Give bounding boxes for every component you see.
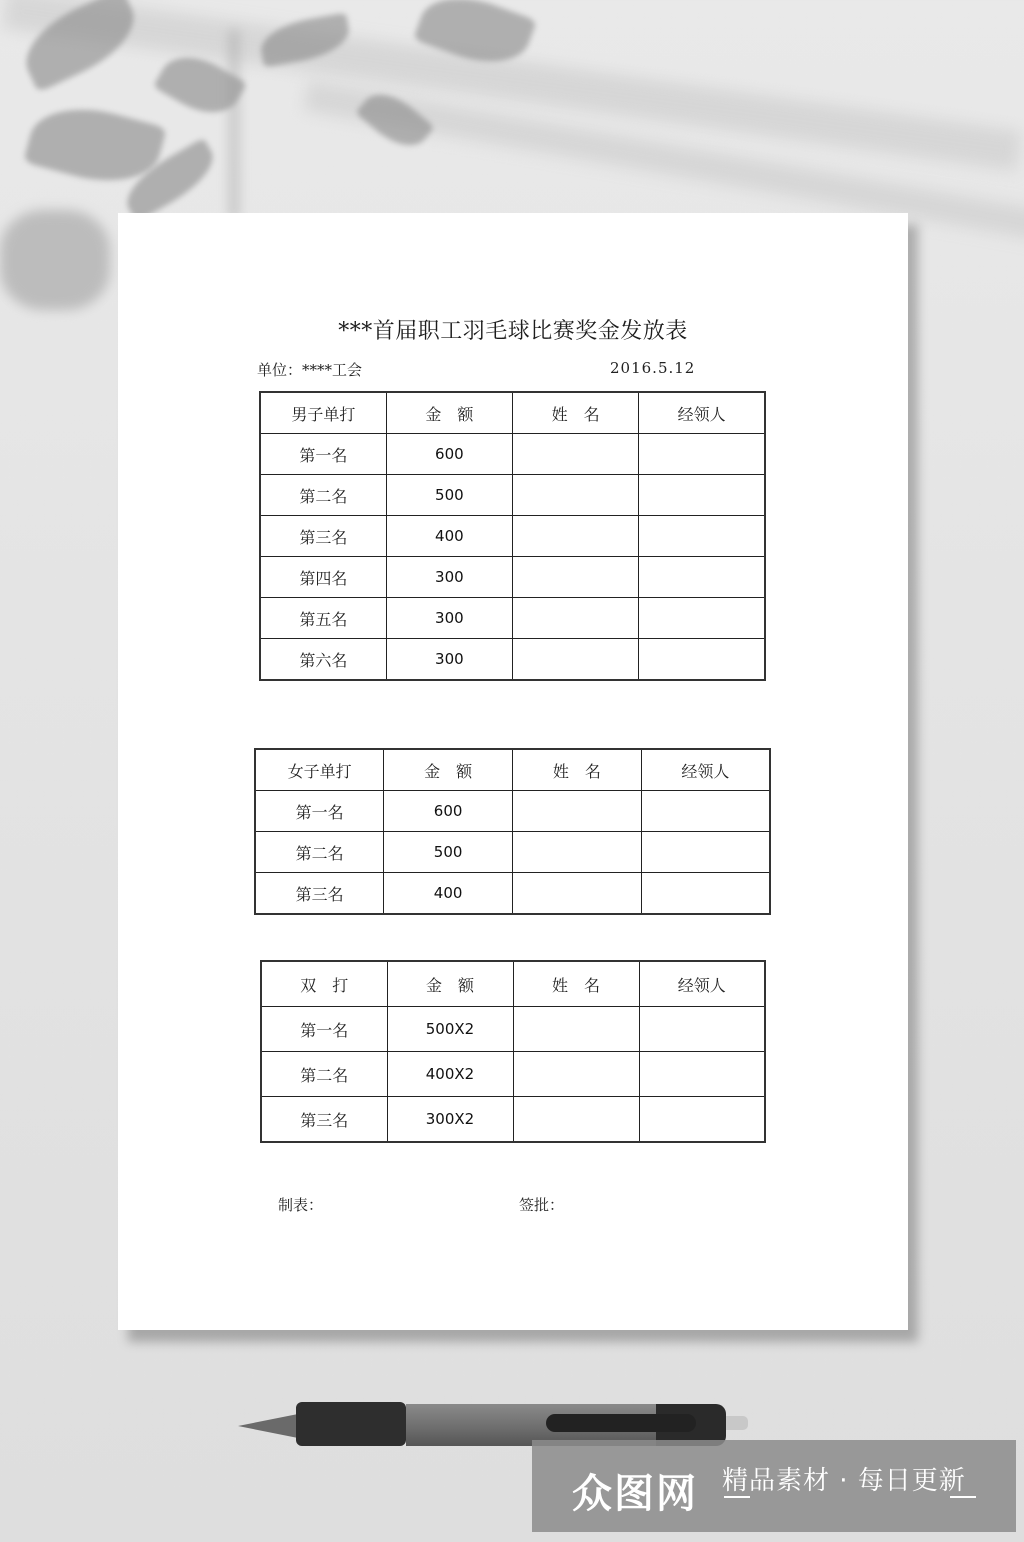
watermark-banner bbox=[532, 1440, 1016, 1532]
name-cell[interactable] bbox=[513, 434, 639, 475]
receiver-cell[interactable] bbox=[641, 832, 770, 873]
pen-grip bbox=[296, 1402, 406, 1446]
amount-cell: 600 bbox=[384, 791, 513, 832]
name-cell[interactable] bbox=[513, 1097, 639, 1143]
mens-singles-table bbox=[259, 391, 766, 681]
rank-cell: 第三名 bbox=[260, 516, 386, 557]
table-row bbox=[255, 832, 770, 873]
table-row bbox=[255, 873, 770, 915]
amount-cell: 400 bbox=[386, 516, 512, 557]
receiver-cell[interactable] bbox=[639, 1007, 765, 1052]
approved-by-label: 签批： bbox=[519, 1196, 565, 1214]
name-cell[interactable] bbox=[513, 832, 642, 873]
amount-cell: 300 bbox=[386, 598, 512, 639]
table-row bbox=[260, 639, 765, 681]
header-category: 女子单打 bbox=[255, 749, 384, 791]
amount-cell: 300 bbox=[386, 639, 512, 681]
underline-decoration bbox=[724, 1496, 750, 1498]
receiver-cell[interactable] bbox=[639, 1052, 765, 1097]
header-name: 姓 名 bbox=[513, 749, 642, 791]
header-amount: 金 额 bbox=[386, 392, 512, 434]
header-amount: 金 额 bbox=[387, 961, 513, 1007]
rank-cell: 第二名 bbox=[260, 475, 386, 516]
header-category: 男子单打 bbox=[260, 392, 386, 434]
table-header-row bbox=[261, 961, 765, 1007]
rank-cell: 第四名 bbox=[260, 557, 386, 598]
receiver-cell[interactable] bbox=[639, 475, 765, 516]
name-cell[interactable] bbox=[513, 598, 639, 639]
table-row bbox=[261, 1007, 765, 1052]
womens-singles-table bbox=[254, 748, 771, 915]
doubles-table bbox=[260, 960, 766, 1143]
table-header-row bbox=[260, 392, 765, 434]
amount-cell: 500 bbox=[384, 832, 513, 873]
table-header-row bbox=[255, 749, 770, 791]
document-date: 2016.5.12 bbox=[610, 359, 696, 377]
amount-cell: 500X2 bbox=[387, 1007, 513, 1052]
table-row bbox=[260, 475, 765, 516]
amount-cell: 300X2 bbox=[387, 1097, 513, 1143]
document-title: ***首届职工羽毛球比赛奖金发放表 bbox=[338, 319, 688, 344]
prepared-by-label: 制表： bbox=[278, 1196, 324, 1214]
name-cell[interactable] bbox=[513, 475, 639, 516]
receiver-cell[interactable] bbox=[639, 639, 765, 681]
rank-cell: 第一名 bbox=[260, 434, 386, 475]
receiver-cell[interactable] bbox=[639, 434, 765, 475]
header-receiver: 经领人 bbox=[639, 392, 765, 434]
rank-cell: 第三名 bbox=[255, 873, 384, 915]
name-cell[interactable] bbox=[513, 557, 639, 598]
pen-tip bbox=[238, 1414, 298, 1438]
watermark-logo: 众图网 bbox=[572, 1471, 698, 1517]
header-name: 姓 名 bbox=[513, 961, 639, 1007]
table-row bbox=[261, 1052, 765, 1097]
header-receiver: 经领人 bbox=[641, 749, 770, 791]
table-row bbox=[261, 1097, 765, 1143]
rank-cell: 第三名 bbox=[261, 1097, 387, 1143]
header-receiver: 经领人 bbox=[639, 961, 765, 1007]
rank-cell: 第一名 bbox=[255, 791, 384, 832]
name-cell[interactable] bbox=[513, 873, 642, 915]
header-amount: 金 额 bbox=[384, 749, 513, 791]
amount-cell: 300 bbox=[386, 557, 512, 598]
table-row bbox=[260, 598, 765, 639]
document-page bbox=[118, 213, 908, 1330]
amount-cell: 400 bbox=[384, 873, 513, 915]
receiver-cell[interactable] bbox=[639, 1097, 765, 1143]
pen-clicker bbox=[726, 1416, 748, 1430]
name-cell[interactable] bbox=[513, 1052, 639, 1097]
table-row bbox=[260, 516, 765, 557]
amount-cell: 600 bbox=[386, 434, 512, 475]
name-cell[interactable] bbox=[513, 639, 639, 681]
table-row bbox=[255, 791, 770, 832]
watermark-slogan: 精品素材 · 每日更新 bbox=[722, 1466, 966, 1496]
underline-decoration bbox=[950, 1496, 976, 1498]
receiver-cell[interactable] bbox=[641, 873, 770, 915]
table-row bbox=[260, 557, 765, 598]
receiver-cell[interactable] bbox=[639, 557, 765, 598]
amount-cell: 500 bbox=[386, 475, 512, 516]
header-category: 双 打 bbox=[261, 961, 387, 1007]
rank-cell: 第六名 bbox=[260, 639, 386, 681]
amount-cell: 400X2 bbox=[387, 1052, 513, 1097]
name-cell[interactable] bbox=[513, 791, 642, 832]
table-row bbox=[260, 434, 765, 475]
header-name: 姓 名 bbox=[513, 392, 639, 434]
receiver-cell[interactable] bbox=[641, 791, 770, 832]
name-cell[interactable] bbox=[513, 516, 639, 557]
unit-label: 单位：****工会 bbox=[257, 361, 363, 379]
receiver-cell[interactable] bbox=[639, 598, 765, 639]
rank-cell: 第二名 bbox=[255, 832, 384, 873]
pen-clip bbox=[546, 1414, 696, 1432]
name-cell[interactable] bbox=[513, 1007, 639, 1052]
rank-cell: 第二名 bbox=[261, 1052, 387, 1097]
rank-cell: 第五名 bbox=[260, 598, 386, 639]
receiver-cell[interactable] bbox=[639, 516, 765, 557]
rank-cell: 第一名 bbox=[261, 1007, 387, 1052]
